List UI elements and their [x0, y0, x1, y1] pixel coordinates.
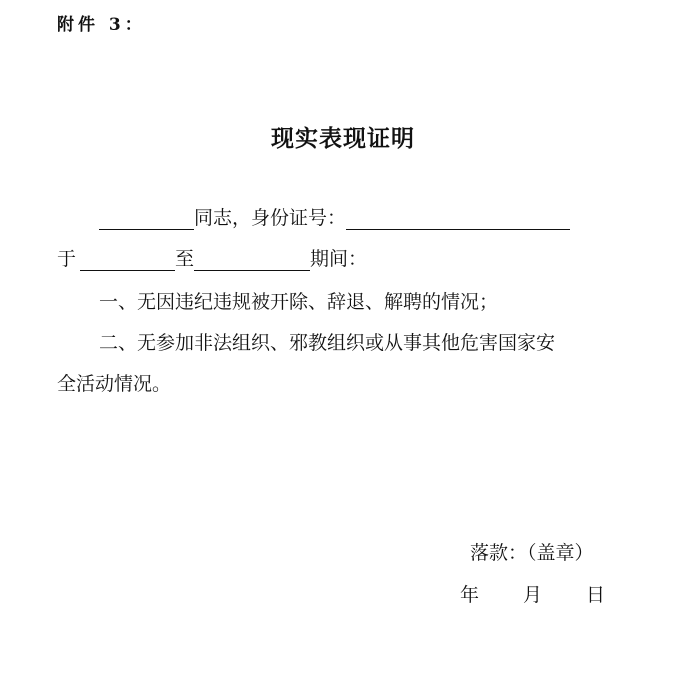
name-blank-field[interactable] [99, 209, 194, 230]
day-label: 日 [586, 584, 606, 606]
statement-item-2-line-2: 全活动情况。 [57, 373, 172, 395]
from-label: 于 [57, 248, 77, 270]
month-label: 月 [523, 584, 543, 606]
month-day-gap [542, 580, 586, 607]
signature-date-row [460, 580, 605, 607]
statement-item-2-line-1: 二、无参加非法组织、邪教组织或从事其他危害国家安 [99, 332, 556, 354]
to-label: 至 [175, 248, 195, 270]
end-date-blank-field[interactable] [194, 250, 310, 271]
signature-stamp-label: 落款：（盖章） [470, 542, 594, 564]
year-label: 年 [460, 584, 480, 606]
statement-item-1: 一、无因违纪违规被开除、辞退、解聘的情况； [99, 291, 499, 313]
document-title: 现实表现证明 [271, 125, 415, 152]
period-label: 期间： [310, 248, 368, 270]
attachment-label: 附件 3： [57, 15, 146, 35]
period-line [57, 247, 367, 271]
name-id-line [99, 206, 570, 230]
start-date-blank-field[interactable] [80, 250, 175, 271]
year-month-gap [479, 580, 523, 607]
comrade-id-label: 同志，身份证号： [194, 207, 347, 229]
id-number-blank-field[interactable] [346, 209, 570, 230]
